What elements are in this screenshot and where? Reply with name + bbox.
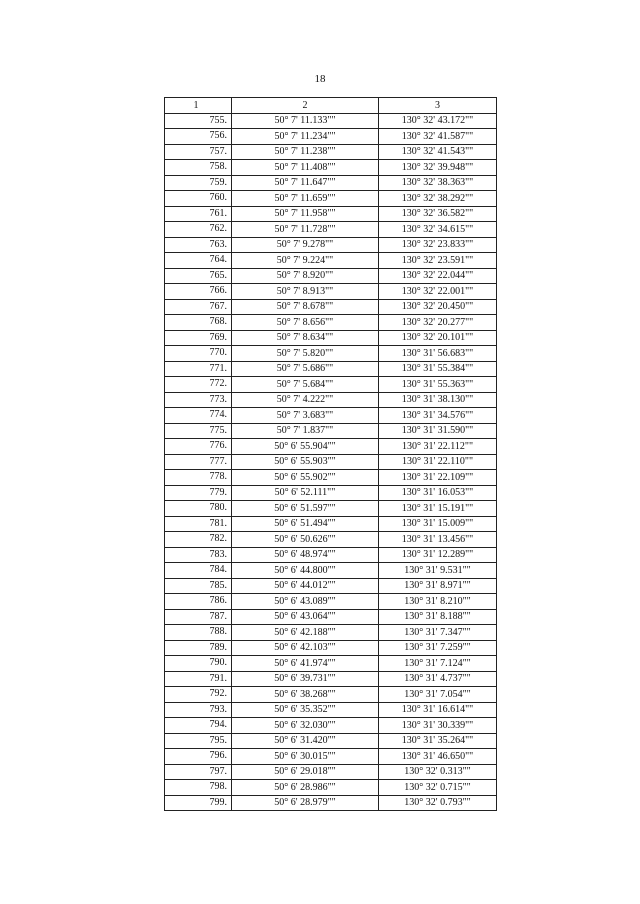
longitude-cell: 130° 31' 22.110"" xyxy=(379,454,497,470)
table-row xyxy=(165,253,497,269)
latitude-cell: 50° 6' 51.494"" xyxy=(232,516,379,532)
latitude-cell: 50° 6' 39.731"" xyxy=(232,671,379,687)
row-number: 799. xyxy=(165,795,232,811)
longitude-cell: 130° 31' 8.188"" xyxy=(379,609,497,625)
latitude-cell: 50° 7' 3.683"" xyxy=(232,408,379,424)
table-row xyxy=(165,330,497,346)
table-row xyxy=(165,749,497,765)
row-number: 785. xyxy=(165,578,232,594)
longitude-cell: 130° 32' 0.793"" xyxy=(379,795,497,811)
row-number: 757. xyxy=(165,144,232,160)
longitude-cell: 130° 32' 23.833"" xyxy=(379,237,497,253)
longitude-cell: 130° 31' 46.650"" xyxy=(379,749,497,765)
table-row xyxy=(165,780,497,796)
row-number: 798. xyxy=(165,780,232,796)
table-row xyxy=(165,594,497,610)
table-row xyxy=(165,346,497,362)
longitude-cell: 130° 32' 41.543"" xyxy=(379,144,497,160)
longitude-cell: 130° 32' 23.591"" xyxy=(379,253,497,269)
longitude-cell: 130° 31' 13.456"" xyxy=(379,532,497,548)
table-row xyxy=(165,516,497,532)
latitude-cell: 50° 7' 11.408"" xyxy=(232,160,379,176)
row-number: 797. xyxy=(165,764,232,780)
table-row xyxy=(165,671,497,687)
longitude-cell: 130° 31' 34.576"" xyxy=(379,408,497,424)
table-row xyxy=(165,237,497,253)
longitude-cell: 130° 32' 20.277"" xyxy=(379,315,497,331)
table-row xyxy=(165,547,497,563)
table-row xyxy=(165,299,497,315)
latitude-cell: 50° 6' 51.597"" xyxy=(232,501,379,517)
row-number: 762. xyxy=(165,222,232,238)
row-number: 759. xyxy=(165,175,232,191)
table-row xyxy=(165,392,497,408)
longitude-cell: 130° 32' 39.948"" xyxy=(379,160,497,176)
longitude-cell: 130° 32' 43.172"" xyxy=(379,113,497,129)
table-row xyxy=(165,718,497,734)
column-header-number: 1 xyxy=(165,98,232,114)
table-row xyxy=(165,222,497,238)
table-row xyxy=(165,191,497,207)
latitude-cell: 50° 6' 42.103"" xyxy=(232,640,379,656)
longitude-cell: 130° 31' 7.347"" xyxy=(379,625,497,641)
latitude-cell: 50° 6' 55.902"" xyxy=(232,470,379,486)
longitude-cell: 130° 32' 36.582"" xyxy=(379,206,497,222)
longitude-cell: 130° 31' 38.130"" xyxy=(379,392,497,408)
row-number: 788. xyxy=(165,625,232,641)
longitude-cell: 130° 32' 20.101"" xyxy=(379,330,497,346)
table-row xyxy=(165,454,497,470)
table-row xyxy=(165,315,497,331)
longitude-cell: 130° 31' 30.339"" xyxy=(379,718,497,734)
column-header-longitude: 3 xyxy=(379,98,497,114)
row-number: 769. xyxy=(165,330,232,346)
table-row xyxy=(165,764,497,780)
longitude-cell: 130° 31' 35.264"" xyxy=(379,733,497,749)
table-body xyxy=(165,113,497,811)
longitude-cell: 130° 31' 22.109"" xyxy=(379,470,497,486)
latitude-cell: 50° 6' 55.903"" xyxy=(232,454,379,470)
latitude-cell: 50° 6' 41.974"" xyxy=(232,656,379,672)
latitude-cell: 50° 7' 5.684"" xyxy=(232,377,379,393)
longitude-cell: 130° 32' 38.363"" xyxy=(379,175,497,191)
longitude-cell: 130° 32' 0.313"" xyxy=(379,764,497,780)
table-row xyxy=(165,687,497,703)
row-number: 793. xyxy=(165,702,232,718)
row-number: 792. xyxy=(165,687,232,703)
longitude-cell: 130° 31' 7.054"" xyxy=(379,687,497,703)
latitude-cell: 50° 7' 8.634"" xyxy=(232,330,379,346)
row-number: 758. xyxy=(165,160,232,176)
table-row xyxy=(165,361,497,377)
table-row xyxy=(165,733,497,749)
coordinates-table xyxy=(164,97,497,811)
row-number: 783. xyxy=(165,547,232,563)
row-number: 781. xyxy=(165,516,232,532)
latitude-cell: 50° 7' 4.222"" xyxy=(232,392,379,408)
longitude-cell: 130° 31' 12.289"" xyxy=(379,547,497,563)
longitude-cell: 130° 31' 55.363"" xyxy=(379,377,497,393)
latitude-cell: 50° 6' 29.018"" xyxy=(232,764,379,780)
longitude-cell: 130° 32' 38.292"" xyxy=(379,191,497,207)
latitude-cell: 50° 6' 32.030"" xyxy=(232,718,379,734)
latitude-cell: 50° 7' 9.278"" xyxy=(232,237,379,253)
row-number: 774. xyxy=(165,408,232,424)
table-row xyxy=(165,144,497,160)
table-row xyxy=(165,129,497,145)
longitude-cell: 130° 31' 8.210"" xyxy=(379,594,497,610)
row-number: 760. xyxy=(165,191,232,207)
row-number: 791. xyxy=(165,671,232,687)
table-row xyxy=(165,609,497,625)
latitude-cell: 50° 6' 38.268"" xyxy=(232,687,379,703)
longitude-cell: 130° 31' 15.009"" xyxy=(379,516,497,532)
row-number: 767. xyxy=(165,299,232,315)
latitude-cell: 50° 7' 5.820"" xyxy=(232,346,379,362)
table-row xyxy=(165,470,497,486)
longitude-cell: 130° 32' 0.715"" xyxy=(379,780,497,796)
table-row xyxy=(165,268,497,284)
table-row xyxy=(165,578,497,594)
longitude-cell: 130° 31' 16.614"" xyxy=(379,702,497,718)
page-number: 18 xyxy=(314,73,326,85)
latitude-cell: 50° 6' 50.626"" xyxy=(232,532,379,548)
longitude-cell: 130° 31' 15.191"" xyxy=(379,501,497,517)
table-row xyxy=(165,113,497,129)
longitude-cell: 130° 31' 16.053"" xyxy=(379,485,497,501)
row-number: 773. xyxy=(165,392,232,408)
table-row xyxy=(165,175,497,191)
row-number: 790. xyxy=(165,656,232,672)
row-number: 786. xyxy=(165,594,232,610)
longitude-cell: 130° 31' 8.971"" xyxy=(379,578,497,594)
table-row xyxy=(165,284,497,300)
row-number: 764. xyxy=(165,253,232,269)
row-number: 775. xyxy=(165,423,232,439)
table-row xyxy=(165,160,497,176)
row-number: 784. xyxy=(165,563,232,579)
latitude-cell: 50° 6' 43.064"" xyxy=(232,609,379,625)
table-row xyxy=(165,377,497,393)
longitude-cell: 130° 31' 4.737"" xyxy=(379,671,497,687)
latitude-cell: 50° 7' 8.913"" xyxy=(232,284,379,300)
row-number: 782. xyxy=(165,532,232,548)
table-row xyxy=(165,423,497,439)
latitude-cell: 50° 6' 28.986"" xyxy=(232,780,379,796)
row-number: 765. xyxy=(165,268,232,284)
row-number: 777. xyxy=(165,454,232,470)
table-row xyxy=(165,625,497,641)
longitude-cell: 130° 31' 7.124"" xyxy=(379,656,497,672)
table-header-row xyxy=(165,98,497,114)
latitude-cell: 50° 7' 11.647"" xyxy=(232,175,379,191)
longitude-cell: 130° 32' 41.587"" xyxy=(379,129,497,145)
longitude-cell: 130° 31' 22.112"" xyxy=(379,439,497,455)
latitude-cell: 50° 7' 9.224"" xyxy=(232,253,379,269)
latitude-cell: 50° 7' 5.686"" xyxy=(232,361,379,377)
latitude-cell: 50° 7' 11.133"" xyxy=(232,113,379,129)
table-row xyxy=(165,485,497,501)
latitude-cell: 50° 6' 44.800"" xyxy=(232,563,379,579)
row-number: 761. xyxy=(165,206,232,222)
row-number: 796. xyxy=(165,749,232,765)
table-row xyxy=(165,206,497,222)
column-header-latitude: 2 xyxy=(232,98,379,114)
row-number: 766. xyxy=(165,284,232,300)
table-row xyxy=(165,702,497,718)
row-number: 755. xyxy=(165,113,232,129)
latitude-cell: 50° 7' 11.238"" xyxy=(232,144,379,160)
longitude-cell: 130° 31' 7.259"" xyxy=(379,640,497,656)
row-number: 794. xyxy=(165,718,232,734)
row-number: 787. xyxy=(165,609,232,625)
row-number: 789. xyxy=(165,640,232,656)
table-row xyxy=(165,408,497,424)
latitude-cell: 50° 6' 52.111"" xyxy=(232,485,379,501)
longitude-cell: 130° 31' 56.683"" xyxy=(379,346,497,362)
latitude-cell: 50° 7' 11.728"" xyxy=(232,222,379,238)
latitude-cell: 50° 7' 11.958"" xyxy=(232,206,379,222)
row-number: 778. xyxy=(165,470,232,486)
latitude-cell: 50° 6' 31.420"" xyxy=(232,733,379,749)
longitude-cell: 130° 31' 9.531"" xyxy=(379,563,497,579)
latitude-cell: 50° 7' 8.656"" xyxy=(232,315,379,331)
row-number: 756. xyxy=(165,129,232,145)
longitude-cell: 130° 32' 20.450"" xyxy=(379,299,497,315)
latitude-cell: 50° 6' 44.012"" xyxy=(232,578,379,594)
latitude-cell: 50° 6' 30.015"" xyxy=(232,749,379,765)
latitude-cell: 50° 6' 43.089"" xyxy=(232,594,379,610)
row-number: 772. xyxy=(165,377,232,393)
table-row xyxy=(165,656,497,672)
table-row xyxy=(165,795,497,811)
table-row xyxy=(165,532,497,548)
longitude-cell: 130° 32' 22.001"" xyxy=(379,284,497,300)
row-number: 768. xyxy=(165,315,232,331)
row-number: 795. xyxy=(165,733,232,749)
latitude-cell: 50° 6' 28.979"" xyxy=(232,795,379,811)
table-row xyxy=(165,640,497,656)
longitude-cell: 130° 32' 34.615"" xyxy=(379,222,497,238)
row-number: 776. xyxy=(165,439,232,455)
row-number: 770. xyxy=(165,346,232,362)
row-number: 780. xyxy=(165,501,232,517)
latitude-cell: 50° 7' 8.678"" xyxy=(232,299,379,315)
longitude-cell: 130° 32' 22.044"" xyxy=(379,268,497,284)
longitude-cell: 130° 31' 55.384"" xyxy=(379,361,497,377)
latitude-cell: 50° 6' 55.904"" xyxy=(232,439,379,455)
row-number: 771. xyxy=(165,361,232,377)
longitude-cell: 130° 31' 31.590"" xyxy=(379,423,497,439)
table-row xyxy=(165,439,497,455)
latitude-cell: 50° 7' 1.837"" xyxy=(232,423,379,439)
latitude-cell: 50° 6' 48.974"" xyxy=(232,547,379,563)
latitude-cell: 50° 7' 11.234"" xyxy=(232,129,379,145)
table-row xyxy=(165,563,497,579)
row-number: 779. xyxy=(165,485,232,501)
latitude-cell: 50° 6' 42.188"" xyxy=(232,625,379,641)
row-number: 763. xyxy=(165,237,232,253)
latitude-cell: 50° 6' 35.352"" xyxy=(232,702,379,718)
latitude-cell: 50° 7' 11.659"" xyxy=(232,191,379,207)
table-row xyxy=(165,501,497,517)
latitude-cell: 50° 7' 8.920"" xyxy=(232,268,379,284)
